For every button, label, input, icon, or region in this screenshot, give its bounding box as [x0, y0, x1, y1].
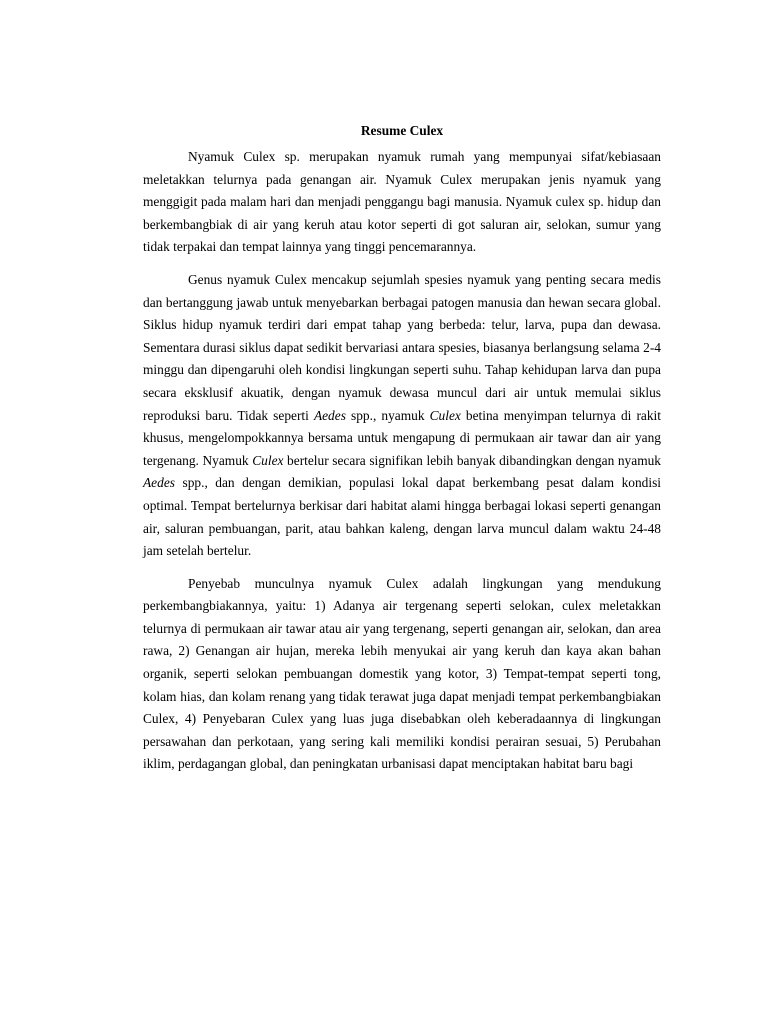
text-run: spp., dan dengan demikian, populasi lokal dapat berkembang pesat dalam kondisi optimal. Tempat bertelurnya berkisar dari habitat alami hingga berbagai lokasi seperti genangan air, saluran pembuangan, parit, atau bahkan kaleng, dengan larva muncul dalam waktu 24-48 jam setelah bertelur. — [143, 475, 661, 559]
text-run: bertelur secara signifikan lebih banyak dibandingkan dengan nyamuk — [283, 452, 661, 468]
text-run: spp., nyamuk — [345, 407, 430, 423]
document-body — [143, 122, 661, 776]
text-run: Nyamuk Culex sp. merupakan nyamuk rumah yang mempunyai sifat/kebiasaan meletakkan telurnya pada genangan air. Nyamuk Culex merupakan jenis nyamuk yang menggigit pada malam hari dan menjadi penggangu bagi manusia. Nyamuk culex sp. hidup dan berkembangbiak di air yang keruh atau kotor seperti di got saluran air, selokan, sumur yang tidak terpakai dan tempat lainnya yang tinggi pencemarannya. — [143, 149, 661, 255]
italic-term: Aedes — [143, 475, 175, 491]
text-run: Penyebab munculnya nyamuk Culex adalah lingkungan yang mendukung perkembangbiakannya, yaitu: 1) Adanya air tergenang seperti selokan, culex meletakkan telurnya di permukaan air tawar atau air yang tergenang, seperti genangan air, selokan, dan area rawa, 2) Genangan air hujan, mereka lebih menyukai air yang keruh dan kaya akan bahan organik, seperti selokan pembuangan domestik yang kotor, 3) Tempat-tempat seperti tong, kolam hias, dan kolam renang yang tidak terawat juga dapat menjadi tempat perkembangbiakan Culex, 4) Penyebaran Culex yang luas juga disebabkan oleh keberadaannya di lingkungan persawahan dan perkotaan, yang sering kali memiliki kondisi perairan sesuai, 5) Perubahan iklim, perdagangan global, dan peningkatan urbanisasi dapat menciptakan habitat baru bagi — [143, 575, 661, 772]
paragraph-1 — [143, 146, 661, 259]
text-run: betina menyimpan telurnya di rakit khusus, mengelompokkannya bersama untuk mengapung di permukaan air tawar dan air yang tergenang. Nyamuk — [143, 407, 661, 468]
italic-term: Culex — [429, 407, 461, 423]
paragraph-2 — [143, 269, 661, 563]
italic-term: Culex — [252, 452, 284, 468]
document-title: Resume Culex — [360, 123, 444, 138]
paragraph-3 — [143, 573, 661, 776]
text-run: Genus nyamuk Culex mencakup sejumlah spesies nyamuk yang penting secara medis dan bertanggung jawab untuk menyebarkan berbagai patogen manusia dan hewan secara global. Siklus hidup nyamuk terdiri dari empat tahap yang berbeda: telur, larva, pupa dan dewasa. Sementara durasi siklus dapat sedikit bervariasi antara spesies, biasanya berlangsung selama 2-4 minggu dan dipengaruhi oleh kondisi lingkungan seperti suhu. Tahap kehidupan larva dan pupa secara eksklusif akuatik, dengan nyamuk dewasa muncul dari air untuk memulai siklus reproduksi baru. Tidak seperti — [143, 271, 661, 423]
italic-term: Aedes — [313, 407, 346, 423]
